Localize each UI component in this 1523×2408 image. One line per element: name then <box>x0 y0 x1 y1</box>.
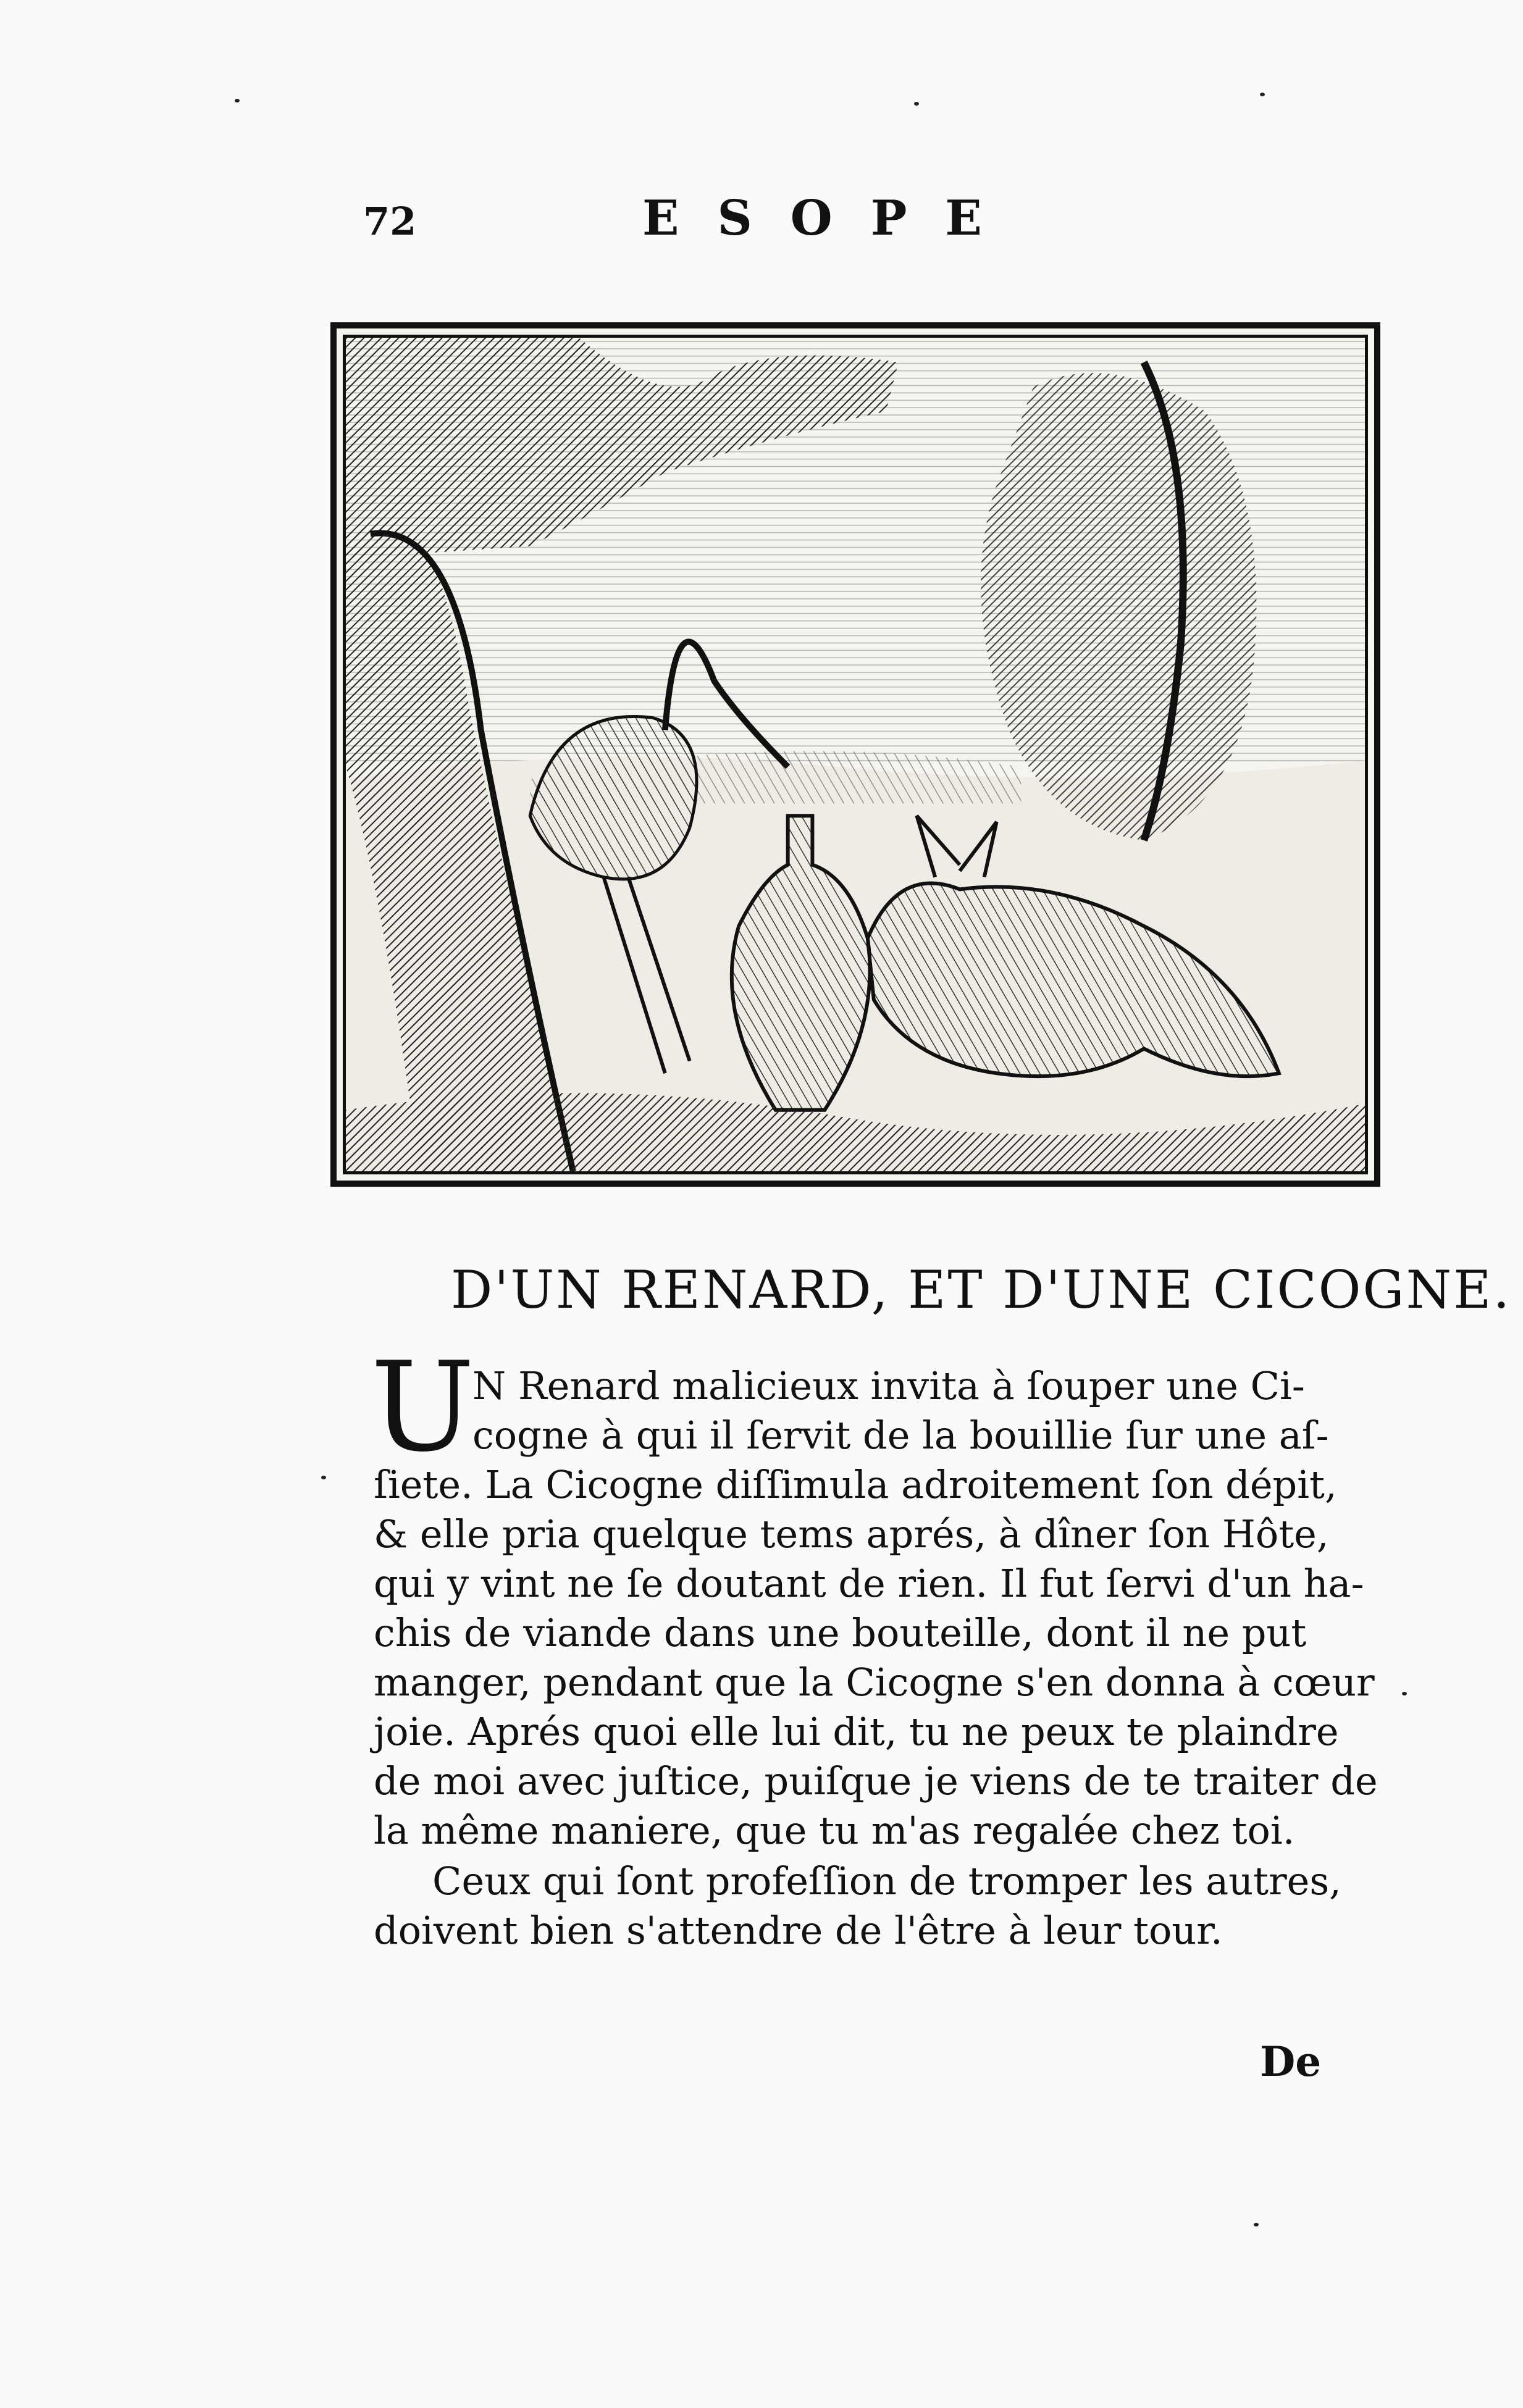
text-line: cogne à qui il ſervit de la bouillie ſur une aſ- <box>472 1413 1329 1458</box>
fable-title: D'UN RENARD, ET D'UNE CICOGNE. <box>451 1260 1512 1320</box>
ink-speck <box>1260 93 1265 96</box>
text-line: joie. Aprés quoi elle lui dit, tu ne peux te plaindre <box>374 1709 1339 1754</box>
running-title: ESOPE <box>642 190 1020 246</box>
moral-line: doivent bien s'attendre de l'être à leur tour. <box>374 1908 1223 1953</box>
text-line: de moi avec juſtice, puiſque je viens de te traiter de <box>374 1758 1378 1804</box>
engraving-fox-and-stork-icon <box>346 338 1365 1171</box>
ink-speck <box>914 102 919 106</box>
text-line: & elle pria quelque tems aprés, à dîner ſon Hôte, <box>374 1511 1329 1557</box>
ink-speck <box>1254 2223 1259 2226</box>
catchword: De <box>1260 2038 1322 2086</box>
ink-speck <box>235 99 240 102</box>
drop-capital: U <box>371 1336 475 1479</box>
text-line: N Renard malicieux invita à ſouper une Ci- <box>472 1363 1305 1408</box>
ink-speck <box>1402 1692 1407 1695</box>
text-line: qui y vint ne ſe doutant de rien. Il fut ſervi d'un ha- <box>374 1561 1364 1606</box>
text-line: la même maniere, que tu m'as regalée chez toi. <box>374 1808 1295 1853</box>
ink-speck <box>321 1476 326 1479</box>
page-number: 72 <box>363 199 417 244</box>
moral-line: Ceux qui ſont profeſſion de tromper les autres, <box>432 1858 1341 1904</box>
text-line: ſiete. La Cicogne diſſimula adroitement ſon dépit, <box>374 1462 1337 1507</box>
text-line: chis de viande dans une bouteille, dont il ne put <box>374 1610 1307 1655</box>
engraving-plate <box>330 322 1380 1187</box>
text-line: manger, pendant que la Cicogne s'en donna à cœur <box>374 1660 1375 1705</box>
